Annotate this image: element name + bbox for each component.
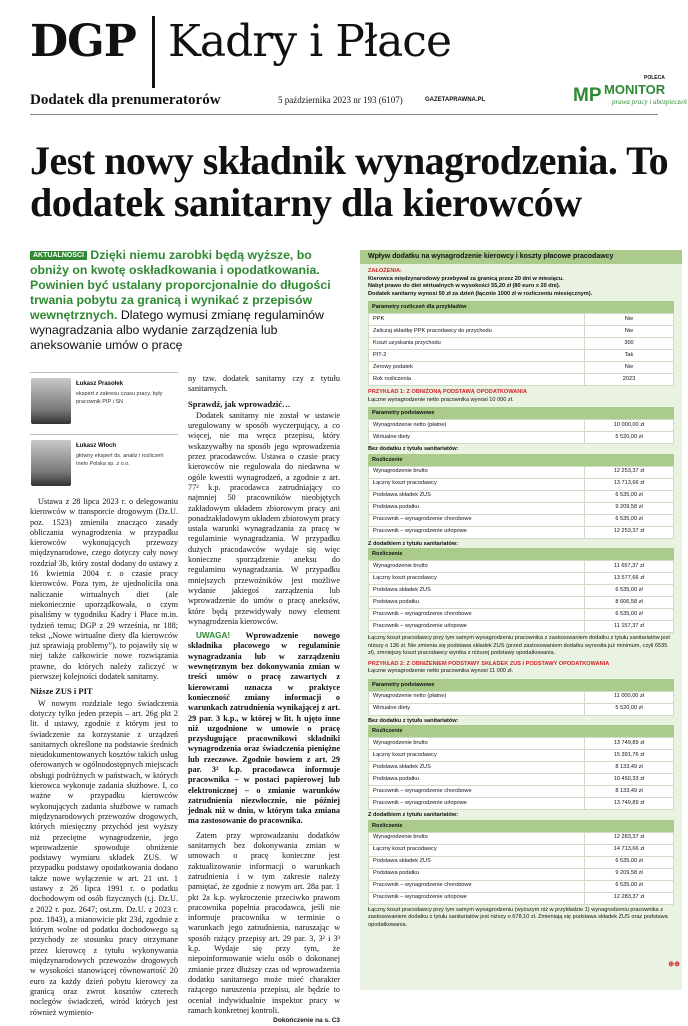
cell-label: Wirtualne diety bbox=[369, 703, 585, 715]
paragraph: Ustawa z 28 lipca 2023 r. o delegowaniu kierowców w transporcie drogowym (Dz.U. poz. 1523) zmieniła znacząco zasady obliczania wynagrodzenia w przypadku kierowców wykonujących przewozy międzynarodowe, czego dotyczy cały nowy rozdział 3b, który został dodany do ustawy z 16 kwietnia 2004 r. o czasie pracy kierowców. Poza tym, że ujednoliciła ona naliczanie wirtualnych diet (ale niekoniecznie uporządkowała, o czym pisaliśmy w tygodniku Kadry i Płace m.in. tydzień temu; DGP z 29 września, nr 188; tekst „Nowe wirtualne diety dla kierowców już sprawiają problemy”), to pojawiły się w niej także całkowicie nowe rozwiązania prawne, do których należy zaliczyć w pierwszej kolejności dodatek sanitarny. bbox=[30, 497, 178, 682]
cell-value: 9 209,58 zł bbox=[585, 502, 674, 514]
table-row bbox=[369, 326, 674, 338]
table-row bbox=[369, 432, 674, 444]
cell-label: Wynagrodzenie brutto bbox=[369, 832, 585, 844]
with-allowance-label: Z dodatkiem z tytułu sanitariatów: bbox=[368, 540, 459, 547]
cell-label: Wirtualne diety bbox=[369, 432, 585, 444]
cell-label: Podstawa składek ZUS bbox=[369, 585, 585, 597]
site-link[interactable]: GAZETAPRAWNA.PL bbox=[425, 97, 486, 103]
without-allowance-label: Bez dodatku z tytułu sanitariatów: bbox=[368, 717, 459, 724]
cell-label: Podstawa podatku bbox=[369, 597, 585, 609]
settlement-table bbox=[368, 832, 674, 905]
issue-date: 5 października 2023 nr 193 (6107) bbox=[278, 95, 403, 105]
cell-label: Wynagrodzenie netto (płatne) bbox=[369, 691, 585, 703]
cell-label: Podstawa podatku bbox=[369, 774, 585, 786]
cell-label: PPK bbox=[369, 314, 585, 326]
cell-label: Wynagrodzenie brutto bbox=[369, 561, 585, 573]
cell-value: 6 535,00 zł bbox=[585, 585, 674, 597]
example-2-note: Łączny koszt pracodawcy przy tym samym wynagrodzeniu (wyższym niż w przykładzie 1) wynagrodzeniu pracownika z zastosowaniem dodatku z tytułu sanitariatów jest niższy o 678,10 zł. Zmieniają się podstawa składek ZUS oraz podstawa opodatkowania. bbox=[368, 906, 668, 928]
cell-value: 300 bbox=[585, 338, 674, 350]
basic-params-header: Parametry podstawowe bbox=[368, 679, 674, 691]
cell-label: Zerowy podatek bbox=[369, 362, 585, 374]
example-1-title: PRZYKŁAD 1: Z OBNIŻONĄ PODSTAWĄ OPODATKOWANIA bbox=[368, 389, 527, 395]
cell-label: PIT-2 bbox=[369, 350, 585, 362]
cell-value: 11 000,00 zł bbox=[585, 691, 674, 703]
basic-params-table bbox=[368, 419, 674, 444]
assumption-2: Nabył prawo do diet wirtualnych w wysokości 55,20 zł (80 euro x 20 dni). bbox=[368, 283, 561, 289]
cell-value: 5 520,00 zł bbox=[585, 703, 674, 715]
cell-value: 13 577,66 zł bbox=[585, 573, 674, 585]
cell-value: 8 606,58 zł bbox=[585, 597, 674, 609]
assumption-3: Dodatek sanitarny wynosi 50 zł za dzień (łącznie 1000 zł w rozliczeniu miesięcznym). bbox=[368, 290, 593, 297]
sidebar-content bbox=[368, 268, 674, 929]
masthead-divider bbox=[152, 16, 155, 88]
cell-label: Podstawa podatku bbox=[369, 868, 585, 880]
cell-label: Wynagrodzenie netto (płatne) bbox=[369, 420, 585, 432]
monitor-logo-icon bbox=[573, 84, 601, 104]
warning-box bbox=[188, 631, 340, 827]
author-divider bbox=[30, 434, 178, 435]
warning-text: Wprowadzenie nowego składnika płacowego w regulaminie wynagradzania lub w zarządzeniu wewnętrznym bez dokonywania zmian w treści umów o pracę zawartych z kierowcami oznacza w praktyce konieczność zmiany informacji o warunkach zatrudnienia wynikającej z art. 29 par. 3 k.p., w której w lit. h ujęto inne niż uzgodnione w umowie o pracę przysługujące pracownikowi składniki wynagrodzenia oraz świadczenia pieniężne lub rzeczowe. Zgodnie bowiem z art. 29 par. 3² k.p. pracodawca informuje pracownika – w postaci papierowej lub elektronicznej – o zmianie warunków zatrudnienia niezwłocznie, nie później jednak niż w dniu, w którym taka zmiana ma zastosowanie do pracownika. bbox=[188, 631, 340, 826]
paragraph: Dodatek sanitarny nie został w ustawie uregulowany w sposób wyczerpujący, a co więcej, nie ma wręcz przepisu, który wskazywałby na sposób jego wprowadzenia przez pracodawców. Ustawa o czasie pracy kierowców nie regulowała do niedawna w ogóle kwestii wynagrodzeń, a zgodnie z art. 77² k.p. pracodawca zatrudniający co najmniej 50 pracowników nieobjętych zakładowym układem zbiorowym pracy ani ponadzakładowym układem zbiorowym pracy ustala warunki wynagradzania za pracę w regulaminie wynagradzania. W przypadku dużych pracodawców wydaje się więc konieczne sporządzenie aneksu do regulaminu wynagradzania. W przypadku mniejszych przewoźników jest możliwe wydanie jakiegoś zarządzenia lub wprowadzenie do umów o pracę aneksów, które będą przewidywały nowy element wynagrodzenia kierowców. bbox=[188, 410, 340, 626]
example-1-subtitle: Łączne wynagrodzenie netto pracownika wynosi 10 000 zł. bbox=[368, 396, 514, 403]
cell-label: Podstawa składek ZUS bbox=[369, 762, 585, 774]
svg-text:MP: MP bbox=[573, 85, 601, 104]
cell-value: 2023 bbox=[585, 374, 674, 386]
cell-value: 14 713,66 zł bbox=[585, 844, 674, 856]
cell-label: Łączny koszt pracodawcy bbox=[369, 478, 585, 490]
cell-label: Pracownik – wynagrodzenie urlopowe bbox=[369, 526, 585, 538]
cell-value: 13 749,89 zł bbox=[585, 738, 674, 750]
cell-value: 6 535,00 zł bbox=[585, 880, 674, 892]
cell-value: 13 713,66 zł bbox=[585, 478, 674, 490]
cell-value: 10 000,00 zł bbox=[585, 420, 674, 432]
subheading: Sprawdź, jak wprowadzić… bbox=[188, 398, 291, 409]
cell-value: 6 535,00 zł bbox=[585, 856, 674, 868]
cell-value: 5 520,00 zł bbox=[585, 432, 674, 444]
cell-label: Podstawa podatku bbox=[369, 502, 585, 514]
cell-value: 6 535,00 zł bbox=[585, 514, 674, 526]
cell-label: Pracownik – wynagrodzenie urlopowe bbox=[369, 798, 585, 810]
author-name-1: Łukasz Prasołek bbox=[76, 381, 124, 387]
table-row bbox=[369, 338, 674, 350]
cell-label: Pracownik – wynagrodzenie chorobowe bbox=[369, 514, 585, 526]
cell-label: Pracownik – wynagrodzenie urlopowe bbox=[369, 621, 585, 633]
lead-highlight: Dzięki niemu zarobki będą wyższe, bo obniży on kwotę oskładkowania i opodatkowania. Powinien być ustalany proporcjonalnie do długości trwania pobytu za granicą i wynikać z przepisów wewnętrznych. bbox=[30, 248, 331, 322]
supplement-label: Dodatek dla prenumeratorów bbox=[30, 92, 221, 108]
cell-value: Nie bbox=[585, 326, 674, 338]
cell-value: 10 450,33 zł bbox=[585, 774, 674, 786]
brand-logo: DGP bbox=[30, 16, 136, 67]
paragraph: Zatem przy wprowadzaniu dodatków sanitarnych bez dokonywania zmian w umowach o pracę konieczne jest zaktualizowanie informacji o warunkach zatrudnienia i w tym zakresie należy pamiętać, że zgodnie z nowym art. 28a par. 1 pkt 2a k.p. wykroczenie przeciwko prawom pracownika popełnia pracodawca, jeśli nie informuje pracownika w terminie o warunkach jego zatrudnienia, naruszając w sposób rażący przepisy art. 29 par. 3, 3² i 3³ k.p. Wydaje się przy tym, że niepoinformowanie wielu osób o dokonanej zmianie przez dłuższy czas od wprowadzenia dodatku sanitarnego może mieć charakter rażącego naruszenia przepisu, ale będzie to oceniał indywidualnie inspektor pracy w ramach konkretnej kontroli. bbox=[188, 830, 340, 1015]
settlement-table bbox=[368, 560, 674, 633]
sidebar-title: Wpływ dodatku na wynagrodzenie kierowcy i koszty płacowe pracodawcy bbox=[360, 250, 682, 264]
news-tag: AKTUALNOŚCI bbox=[30, 251, 87, 260]
cell-label: Łączny koszt pracodawcy bbox=[369, 750, 585, 762]
table-row bbox=[369, 374, 674, 386]
table-row bbox=[369, 420, 674, 432]
cell-value: 12 283,37 zł bbox=[585, 892, 674, 904]
cell-value: Nie bbox=[585, 314, 674, 326]
cell-label: Koszt uzyskania przychodu bbox=[369, 338, 585, 350]
example-1-note: Łączny koszt pracodawcy przy tym samym wynagrodzeniu pracownika z zastosowaniem dodatku z tytułu sanitariatów jest niższy o 136 zł. Nie zmienia się podstawa składek ZUS (przed zastosowaniem dodatku wynosiła już minimum, czyli 6535 zł), zmniejszy koszt pracodawcy wynika z niższej podstawy opodatkowania. bbox=[368, 635, 670, 656]
warning-tag: UWAGA! bbox=[196, 631, 231, 641]
cell-value: 6 535,00 zł bbox=[585, 609, 674, 621]
subheading: Niższe ZUS i PIT bbox=[30, 686, 93, 697]
basic-params-header: Parametry podstawowe bbox=[368, 407, 674, 419]
headline: Jest nowy składnik wynagrodzenia. To dodatek sanitarny dla kierowców bbox=[30, 138, 669, 225]
cell-value: 12 253,37 zł bbox=[585, 526, 674, 538]
cell-label: Podstawa składek ZUS bbox=[369, 490, 585, 502]
example-2-title: PRZYKŁAD 2: Z OBNIŻENIEM PODSTAWY SKŁADEK ZUS I PODSTAWY OPODATKOWANIA bbox=[368, 660, 610, 667]
cell-value: Tak bbox=[585, 350, 674, 362]
author-desc-1: ekspert z zakresu czasu pracy, były pracownik PIP i SN bbox=[76, 391, 163, 405]
cell-value: 12 283,37 zł bbox=[585, 832, 674, 844]
example-2-subtitle: Łączne wynagrodzenie netto pracownika wynosi 11 000 zł. bbox=[368, 668, 514, 674]
settlement-table bbox=[368, 466, 674, 539]
section-title: Kadry i Płace bbox=[168, 16, 451, 67]
author-photo-1 bbox=[31, 378, 71, 424]
paragraph: W nowym rozdziale tego świadczenia dotyczy tylko jeden przepis – art. 26g pkt 2 lit. d ustawy, zgodnie z którym jest to świadczenie za korzystanie z urządzeń sanitarnych określone na podstawie średnich nieudokumentowanych kosztów takich usług oferowanych w ogólnodostępnych miejscach obsługi podróżnych w państwach, w których kierowca wykonuje zadania służbowe. I, co ważne w przypadku kierowców wykonujących zadania służbowe w ramach międzynarodowych przewozów drogowych, których miesięczny przychód jest wyższy niż przeciętne wynagrodzenie, jego wprowadzenie spowoduje obniżenie podstawy wymiaru składek ZUS. W przypadku podstawy opodatkowania dodano także nowe wyłączenie w art. 21 ust. 1 ustawy z 26 lipca 1991 r. o podatku dochodowym od osób fizycznych (t.j. Dz.U. z 2022 r. poz. 2647; ost.zm. Dz.U. z 2023 r. poz. 1843), a mianowicie pkt 23d, zgodnie z którym wolne od podatku dochodowego są przychody ze stosunku pracy otrzymane przez kierowcę z tytułu wykonywania międzynarodowych przewozów drogowych w wysokości stanowiącej równowartość 20 euro za każdy dzień pobytu kierowcy za granicą oraz zwrot kosztów czterech noclegów świadczeń, wiród których jest również wymienio- bbox=[30, 698, 178, 1017]
params-header: Parametry rozliczeń dla przykładów bbox=[368, 301, 674, 313]
cell-value: Nie bbox=[585, 362, 674, 374]
author-divider bbox=[30, 372, 178, 373]
with-allowance-label: Z dodatkiem z tytułu sanitariatów: bbox=[368, 812, 459, 818]
cell-label: Łączny koszt pracodawcy bbox=[369, 573, 585, 585]
cell-label: Pracownik – wynagrodzenie chorobowe bbox=[369, 609, 585, 621]
cell-value: 8 133,49 zł bbox=[585, 762, 674, 774]
cell-label: Podstawa składek ZUS bbox=[369, 856, 585, 868]
table-row bbox=[369, 362, 674, 374]
cell-value: 15 391,76 zł bbox=[585, 750, 674, 762]
cell-label: Łączny koszt pracodawcy bbox=[369, 844, 585, 856]
footer-marks-icon: ⊕⊕ bbox=[668, 961, 680, 968]
cell-label: Wynagrodzenie brutto bbox=[369, 738, 585, 750]
cell-label: Zaliczaj składkę PPK pracodawcy do przychodu bbox=[369, 326, 585, 338]
settlement-table bbox=[368, 737, 674, 810]
author-photo-2 bbox=[31, 440, 71, 486]
cell-label: Rok rozliczenia bbox=[369, 374, 585, 386]
table-row bbox=[369, 314, 674, 326]
article-column-1 bbox=[30, 497, 178, 1018]
cell-label: Pracownik – wynagrodzenie urlopowe bbox=[369, 892, 585, 904]
cell-label: Pracownik – wynagrodzenie chorobowe bbox=[369, 880, 585, 892]
settlement-header: Rozliczenie bbox=[368, 820, 674, 832]
cell-value: 9 209,58 zł bbox=[585, 868, 674, 880]
masthead-rule bbox=[30, 114, 658, 115]
without-allowance-label: Bez dodatku z tytułu sanitariatów: bbox=[368, 446, 459, 452]
lead-text: Dlatego wymusi zmianę regulaminów wynagradzania albo wydanie zarządzenia lub aneksowanie umów o pracę bbox=[30, 308, 324, 352]
cell-value: 12 253,37 zł bbox=[585, 466, 674, 478]
monitor-title: MONITOR bbox=[604, 82, 666, 97]
paragraph: ny tzw. dodatek sanitarny czy z tytułu sanitarnych. bbox=[188, 374, 340, 394]
params-table bbox=[368, 313, 674, 386]
basic-params-table bbox=[368, 691, 674, 716]
cell-value: 6 535,00 zł bbox=[585, 490, 674, 502]
cell-label: Wynagrodzenie brutto bbox=[369, 466, 585, 478]
continued-note: Dokończenie na s. C3 bbox=[273, 1017, 340, 1025]
settlement-header: Rozliczenie bbox=[368, 454, 674, 466]
cell-value: 13 749,89 zł bbox=[585, 798, 674, 810]
cell-value: 11 657,37 zł bbox=[585, 561, 674, 573]
author-name-2: Łukasz Włoch bbox=[76, 443, 117, 449]
settlement-header: Rozliczenie bbox=[368, 725, 674, 737]
monitor-subtitle: prawa pracy i ubezpieczeń bbox=[612, 98, 687, 106]
cell-label: Pracownik – wynagrodzenie chorobowe bbox=[369, 786, 585, 798]
cell-value: 11 157,37 zł bbox=[585, 621, 674, 633]
cell-value: 8 133,49 zł bbox=[585, 786, 674, 798]
settlement-header: Rozliczenie bbox=[368, 548, 674, 560]
table-row bbox=[369, 350, 674, 362]
article-column-2 bbox=[188, 374, 340, 1026]
author-desc-2: główny ekspert ds. analiz i rozliczeń Inelo Polska sp. z o.o. bbox=[76, 453, 164, 467]
recommends-label: POLECA bbox=[644, 75, 665, 81]
assumptions-title: ZAŁOŻENIA: bbox=[368, 268, 402, 274]
assumption-1: Kierowca międzynarodowy przebywał za granicą przez 20 dni w miesiącu. bbox=[368, 275, 564, 282]
lead-paragraph bbox=[30, 248, 335, 353]
